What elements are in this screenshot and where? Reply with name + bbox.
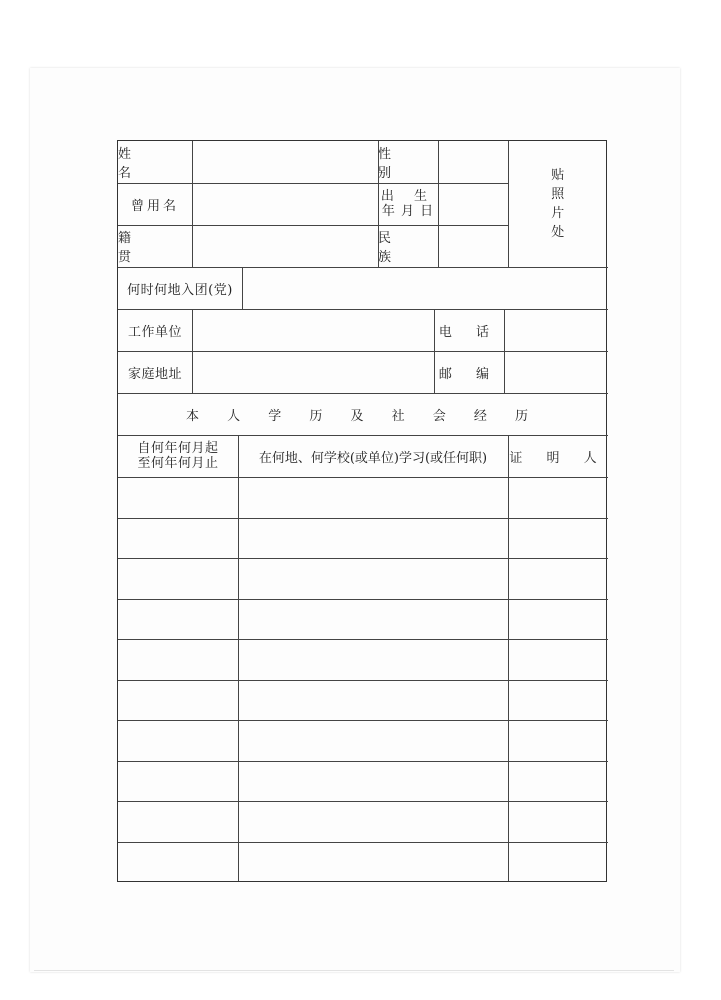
gender-field[interactable] (438, 141, 508, 183)
section-title: 本 人 学 历 及 社 会 经 历 (185, 408, 541, 424)
history-period-cell[interactable] (118, 720, 238, 761)
history-witness-cell[interactable] (508, 761, 608, 802)
postcode-field[interactable] (504, 351, 608, 393)
col-header-witness: 证 明 人 (509, 450, 607, 466)
history-witness-cell[interactable] (508, 680, 608, 721)
native-place-field[interactable] (192, 225, 378, 267)
join-label: 何时何地入团(党) (127, 282, 233, 298)
history-witness-cell[interactable] (508, 720, 608, 761)
history-place-cell[interactable] (238, 518, 508, 559)
col-header-period: 自何年何月起 至何年何月止 (137, 441, 219, 471)
photo-area[interactable] (508, 141, 608, 267)
work-unit-field[interactable] (192, 309, 434, 351)
history-witness-cell[interactable] (508, 558, 608, 599)
name-label: 姓 名 (118, 147, 148, 181)
history-place-cell[interactable] (238, 761, 508, 802)
history-period-cell[interactable] (118, 761, 238, 802)
home-address-field[interactable] (192, 351, 434, 393)
history-place-cell[interactable] (238, 599, 508, 640)
col-header-place: 在何地、何学校(或单位)学习(或任何职) (258, 450, 488, 466)
history-witness-cell[interactable] (508, 801, 608, 842)
native-place-label: 籍 贯 (118, 231, 148, 265)
history-place-cell[interactable] (238, 680, 508, 721)
history-period-cell[interactable] (118, 477, 238, 518)
history-witness-cell[interactable] (508, 599, 608, 640)
history-period-cell[interactable] (118, 599, 238, 640)
history-period-cell[interactable] (118, 639, 238, 680)
history-place-cell[interactable] (238, 477, 508, 518)
alias-field[interactable] (192, 183, 378, 225)
history-place-cell[interactable] (238, 558, 508, 599)
history-place-cell[interactable] (238, 801, 508, 842)
gender-label: 性 别 (378, 147, 402, 181)
history-place-cell[interactable] (238, 720, 508, 761)
phone-label: 电 话 (438, 324, 500, 340)
alias-label: 曾用名 (130, 198, 179, 214)
photo-label-char: 片 (551, 206, 565, 221)
photo-label-char: 处 (551, 225, 565, 240)
history-period-cell[interactable] (118, 842, 238, 883)
paper-edge (34, 970, 674, 975)
photo-label-char: 贴 (551, 168, 565, 183)
history-place-cell[interactable] (238, 639, 508, 680)
photo-label-char: 照 (551, 187, 565, 202)
history-witness-cell[interactable] (508, 842, 608, 883)
ethnic-field[interactable] (438, 225, 508, 267)
birth-field[interactable] (438, 183, 508, 225)
postcode-label: 邮 编 (438, 366, 500, 382)
history-period-cell[interactable] (118, 518, 238, 559)
history-period-cell[interactable] (118, 680, 238, 721)
name-field[interactable] (192, 141, 378, 183)
birth-label: 出 生 年 月 日 (380, 189, 436, 219)
work-unit-label: 工作单位 (127, 324, 182, 340)
ethnic-label: 民 族 (378, 231, 402, 265)
registration-form (117, 140, 607, 882)
history-witness-cell[interactable] (508, 639, 608, 680)
phone-field[interactable] (504, 309, 608, 351)
history-place-cell[interactable] (238, 842, 508, 883)
history-witness-cell[interactable] (508, 518, 608, 559)
history-witness-cell[interactable] (508, 477, 608, 518)
home-address-label: 家庭地址 (127, 366, 182, 382)
history-period-cell[interactable] (118, 801, 238, 842)
join-field[interactable] (242, 267, 608, 309)
history-period-cell[interactable] (118, 558, 238, 599)
